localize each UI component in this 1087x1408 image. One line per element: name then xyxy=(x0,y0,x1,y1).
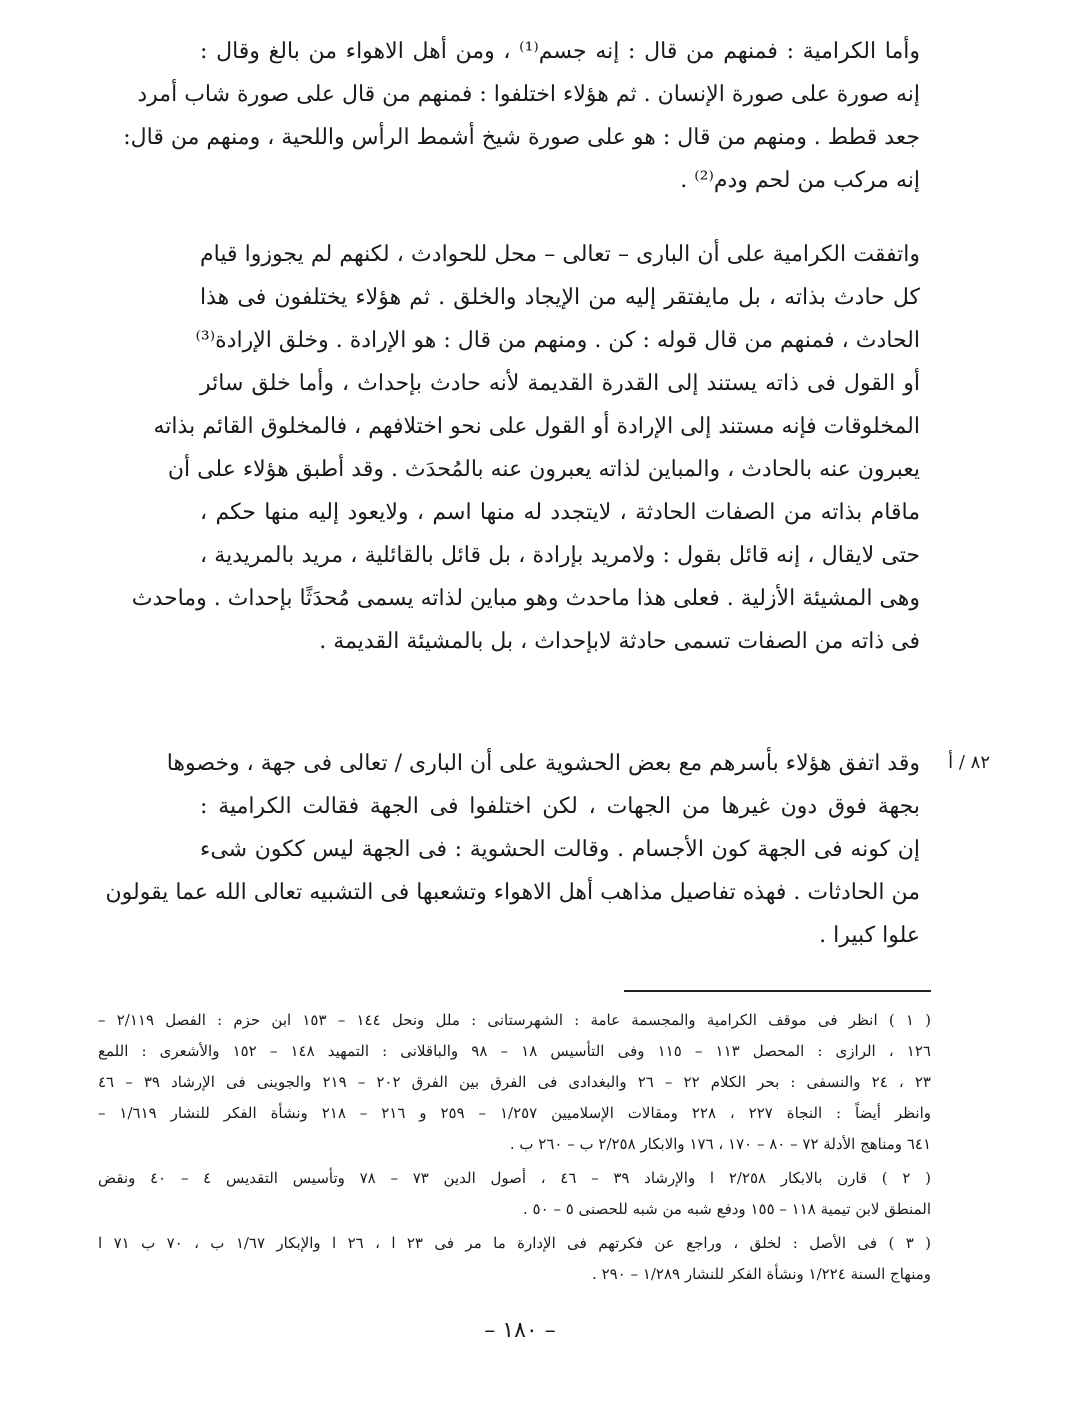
footnote-line: ٢٣ ، ٢٤ والنسفى : بحر الكلام ٢٢ – ٢٦ والبغدادى فى الفرق بين الفرق ٢٠٢ – ٢١٩ والجوينى فى الإرشاد ٣٩ – ٤٦ xyxy=(98,1073,931,1091)
body-line: كل حادث بذاته ، بل مايفتقر إليه من الإيجاد والخلق . ثم هؤلاء يختلفون فى هذا xyxy=(200,285,920,310)
page-number: – ١٨٠ – xyxy=(484,1318,556,1343)
paragraph-2 xyxy=(131,233,920,663)
footnote-line: ومنهاج السنة ١/٢٢٤ ونشأة الفكر للنشار ١/٢٨٩ – ٢٩٠ . xyxy=(592,1265,931,1283)
body-line: من الحادثات . فهذه تفاصيل مذاهب أهل الاهواء وتشعبها فى التشبيه تعالى الله عما يقولون xyxy=(105,880,920,905)
footnote-3 xyxy=(98,1228,931,1290)
paragraph-3 xyxy=(105,742,920,957)
body-line: فى ذاته من الصفات تسمى حادثة لابإحداث ، بل بالمشيئة القديمة . xyxy=(319,629,920,654)
footnote-line: ( ٢ ) قارن بالابكار ٢/٢٥٨ ا والإرشاد ٣٩ – ٤٦ ، أصول الدين ٧٣ – ٧٨ وتأسيس التقديس ٤ – ٤٠ ونقض xyxy=(98,1169,932,1187)
paragraph-1 xyxy=(123,30,920,202)
body-line: إنه مركب من لحم ودم⁽²⁾ . xyxy=(680,168,920,193)
body-line: وأما الكرامية : فمنهم من قال : إنه جسم⁽¹⁾ ، ومن أهل الاهواء من بالغ وقال : xyxy=(200,39,920,64)
body-line: إنه صورة على صورة الإنسان . ثم هؤلاء اختلفوا : فمنهم من قال على صورة شاب أمرد xyxy=(137,82,920,107)
body-line: وهى المشيئة الأزلية . فعلى هذا ماحدث وهو مباين لذاته يسمى مُحدَثًا بإحداث . وماحدث xyxy=(131,586,920,611)
body-line: واتفقت الكرامية على أن البارى – تعالى – محل للحوادث ، لكنهم لم يجوزوا قيام xyxy=(200,242,920,267)
footnote-line: وانظر أيضاً : النجاة ٢٢٧ ، ٢٢٨ ومقالات الإسلاميين ١/٢٥٧ – ٢٥٩ و ٢١٦ – ٢١٨ ونشأة الفكر للنشار ١/٦١٩ – xyxy=(98,1104,931,1122)
footnotes xyxy=(98,1005,931,1290)
body-line: ماقام بذاته من الصفات الحادثة ، لايتجدد له منها اسم ، ولايعود إليه منها حكم ، xyxy=(200,500,920,525)
body-line: الحادث ، فمنهم من قال قوله : كن . ومنهم من قال : هو الإرادة . وخلق الإرادة⁽³⁾ xyxy=(195,328,920,353)
body-line: بجهة فوق دون غيرها من الجهات ، لكن اختلفوا فى الجهة فقالت الكرامية : xyxy=(200,794,920,819)
footnote-2 xyxy=(98,1163,931,1225)
footnote-line: ( ٣ ) فى الأصل : لخلق ، وراجع عن فكرتهم فى الإدارة ما مر فى ٢٣ ا ، ٢٦ ا والإبكار ١/٦٧ ب ، ٧٠ ب ٧١ ا xyxy=(98,1234,931,1252)
footnote-1 xyxy=(98,1005,931,1160)
manuscript-folio-note: ٨٢ / أ xyxy=(948,752,990,773)
body-line: المخلوقات فإنه مستند إلى الإرادة أو القول على نحو اختلافهم ، فالمخلوق القائم بذاته xyxy=(153,414,920,439)
body-line: حتى لايقال ، إنه قائل بقول : ولامريد بإرادة ، بل قائل بالقائلية ، مريد بالمريدية ، xyxy=(200,543,920,568)
body-line: جعد قطط . ومنهم من قال : هو على صورة شيخ أشمط الرأس واللحية ، ومنهم من قال: xyxy=(123,125,920,150)
body-line: إن كونه فى الجهة كون الأجسام . وقالت الحشوية : فى الجهة ليس ككون شىء xyxy=(200,837,920,862)
body-line: علوا كبيرا . xyxy=(819,923,920,948)
body-line: وقد اتفق هؤلاء بأسرهم مع بعض الحشوية على أن البارى / تعالى فى جهة ، وخصوها xyxy=(166,751,920,776)
footnote-separator xyxy=(624,990,931,992)
footnote-line: ١٢٦ ، الرازى : المحصل ١١٣ – ١١٥ وفى التأسيس ١٨ – ٩٨ والباقلانى : التمهيد ١٤٨ – ١٥٢ والأشعرى : اللمع xyxy=(98,1042,931,1060)
body-line: يعبرون عنه بالحادث ، والمباين لذاته يعبرون عنه بالمُحدَث . وقد أطبق هؤلاء على أن xyxy=(167,457,920,482)
footnote-line: ٦٤١ ومناهج الأدلة ٧٢ – ٨٠ – ١٧٠ ، ١٧٦ والابكار ٢/٢٥٨ ب – ٢٦٠ ب . xyxy=(509,1135,931,1153)
footnote-line: ( ١ ) انظر فى موقف الكرامية والمجسمة عامة : الشهرستانى : ملل ونحل ١٤٤ – ١٥٣ ابن حزم : الفصل ٢/١١٩ – xyxy=(98,1011,932,1029)
footnote-line: المنطق لابن تيمية ١١٨ – ١٥٥ ودفع شبه من شبه للحصنى ٥ – ٥٠ . xyxy=(523,1200,931,1218)
body-line: أو القول فى ذاته يستند إلى القدرة القديمة لأنه حادث بإحداث ، وأما خلق سائر xyxy=(200,371,920,396)
